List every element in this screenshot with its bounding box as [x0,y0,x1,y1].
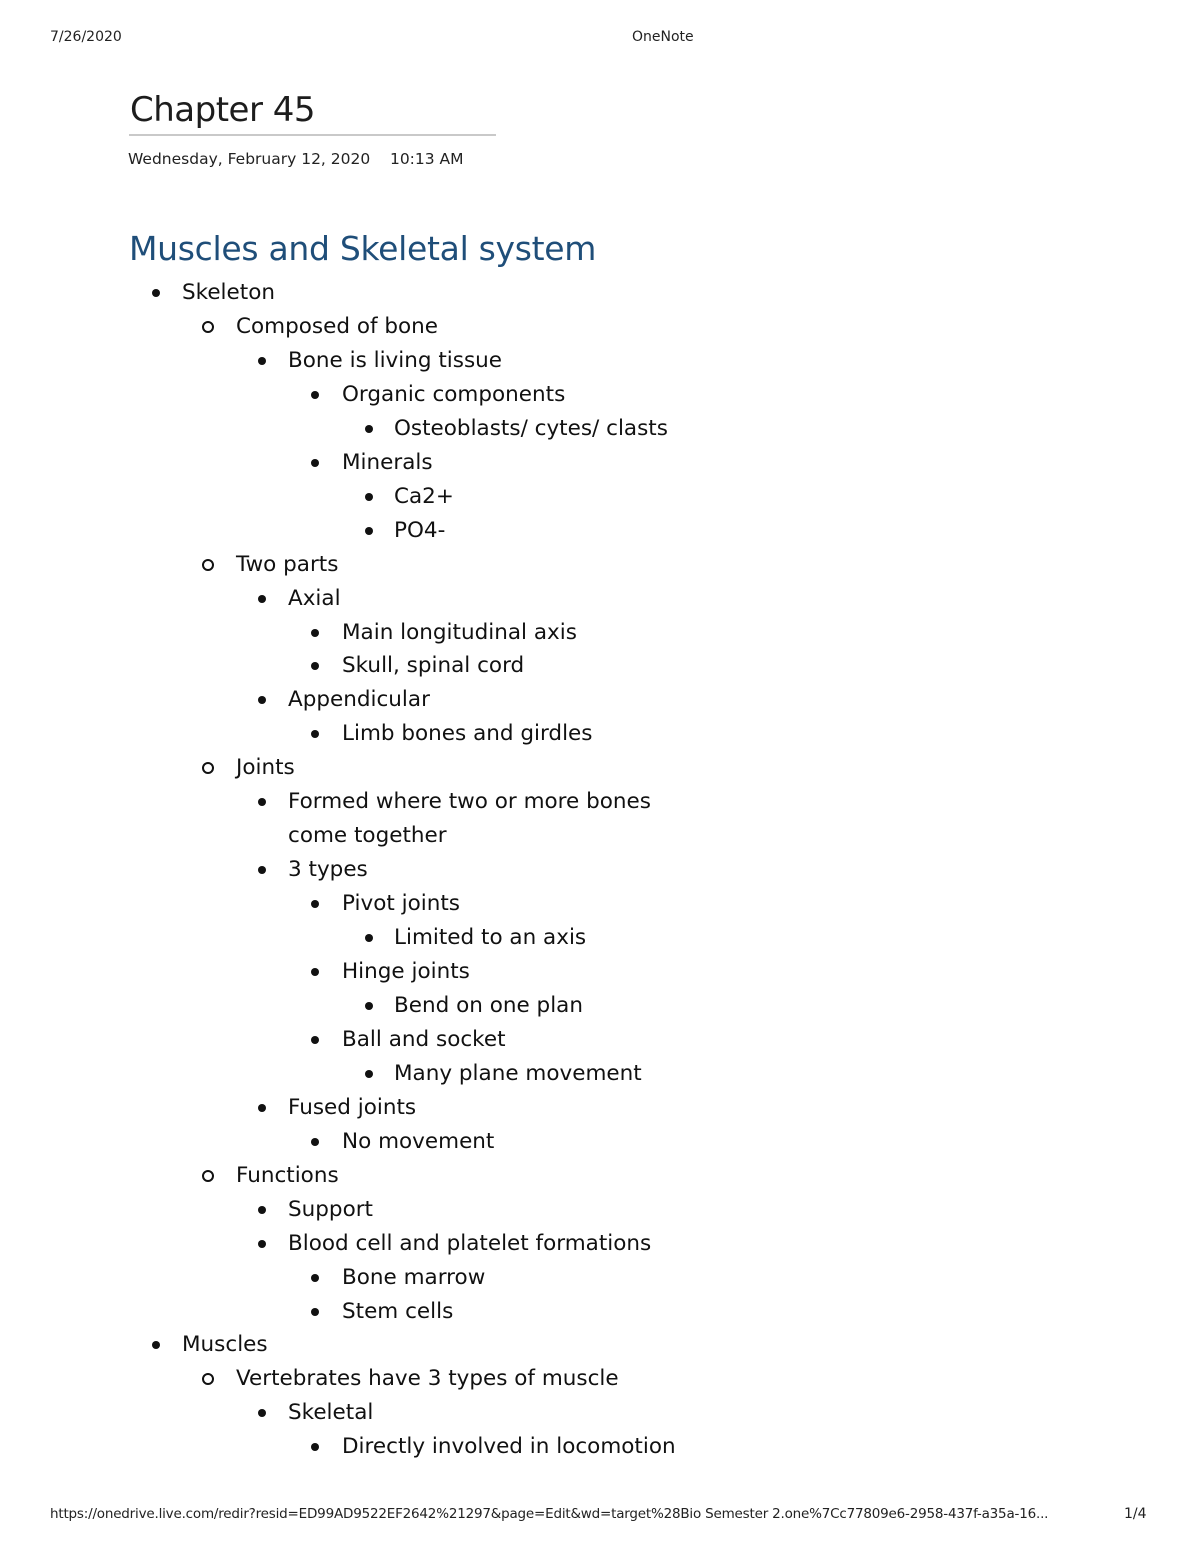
outline-bullet-dot [365,1070,373,1078]
outline-item: Ball and socket [342,1026,506,1052]
outline-bullet-dot [258,1409,266,1417]
outline-bullet-dot [258,696,266,704]
outline-item: Two parts [236,551,339,577]
outline-item: Minerals [342,449,433,475]
outline-bullet-dot [365,934,373,942]
outline-bullet-circle [202,321,214,333]
page-title: Chapter 45 [130,90,316,130]
outline-bullet-dot [311,662,319,670]
outline-item: Pivot joints [342,891,460,917]
outline-item: Skeleton [182,280,275,305]
outline-item: Skull, spinal cord [342,653,525,679]
outline-bullet-dot [311,968,319,976]
outline-bullet-dot [311,1036,319,1044]
print-header-app-name: OneNote [632,29,694,45]
outline-item: Joints [236,755,295,781]
page-date: Wednesday, February 12, 2020 [128,150,371,168]
outline-item: Bone is living tissue [288,347,503,373]
outline-item: come together [288,823,447,849]
footer-url: https://onedrive.live.com/redir?resid=ED99AD9522EF2642%21297&page=Edit&wd=target%28Bio Semester 2.one%7Cc77809e6-2958-437f-a35a-16... [50,1506,1049,1522]
outline-item: Fused joints [288,1094,417,1120]
outline-item: Ca2+ [394,483,454,509]
page-time: 10:13 AM [389,150,464,168]
outline-item: Appendicular [288,687,430,713]
outline-item: Many plane movement [394,1060,642,1086]
outline-bullet-dot [311,391,319,399]
outline-item: Directly involved in locomotion [342,1434,676,1460]
outline-bullet-dot [152,289,160,297]
outline-item: Osteoblasts/ cytes/ clasts [394,415,668,441]
outline-bullet-dot [311,1308,319,1316]
outline-bullet-circle [202,559,214,571]
outline-bullet-dot [365,493,373,501]
outline-bullet-dot [311,459,319,467]
outline-item: PO4- [394,517,446,543]
page-date-time [128,150,464,168]
outline-bullet-circle [202,1170,214,1182]
outline-item: Support [288,1196,373,1222]
outline-item: Blood cell and platelet formations [288,1230,652,1256]
outline-bullet-dot [311,629,319,637]
outline-bullet-dot [365,527,373,535]
outline-item: Muscles [182,1332,268,1358]
outline-item: No movement [342,1128,495,1154]
outline-item: Limb bones and girdles [342,721,593,747]
outline-bullet-circle [202,762,214,774]
outline-bullet-dot [365,1002,373,1010]
outline-item: Vertebrates have 3 types of muscle [236,1366,619,1392]
outline-item: Stem cells [342,1298,454,1324]
outline-bullet-dot [258,595,266,603]
outline-item: Composed of bone [236,313,439,339]
outline-item: Skeletal [288,1400,374,1426]
outline-bullet-dot [258,357,266,365]
outline-bullet-dot [152,1341,160,1349]
outline-item: Organic components [342,381,566,407]
outline-bullet-dot [311,1274,319,1282]
section-heading: Muscles and Skeletal system [129,229,597,268]
outline-item: Formed where two or more bones [288,789,651,815]
outline-item: Hinge joints [342,959,470,984]
outline-bullet-dot [258,866,266,874]
outline-bullet-dot [258,798,266,806]
outline-item: Bend on one plan [394,992,583,1018]
title-underline [129,134,496,136]
footer-page-number: 1/4 [1124,1506,1147,1522]
outline-bullet-dot [311,900,319,908]
outline-item: Main longitudinal axis [342,619,577,645]
outline-bullet-dot [311,1443,319,1451]
outline-bullet-dot [311,730,319,738]
outline-bullet-dot [258,1240,266,1248]
outline-item: 3 types [288,857,368,883]
outline-bullet-circle [202,1373,214,1385]
outline-item: Limited to an axis [394,925,587,951]
outline-bullet-dot [258,1206,266,1214]
outline-item: Bone marrow [342,1264,486,1290]
outline-bullet-dot [365,425,373,433]
outline-bullet-dot [258,1104,266,1112]
outline-item: Functions [236,1162,339,1188]
print-header-date: 7/26/2020 [50,29,122,45]
outline-bullet-dot [311,1138,319,1146]
outline-item: Axial [288,585,341,611]
